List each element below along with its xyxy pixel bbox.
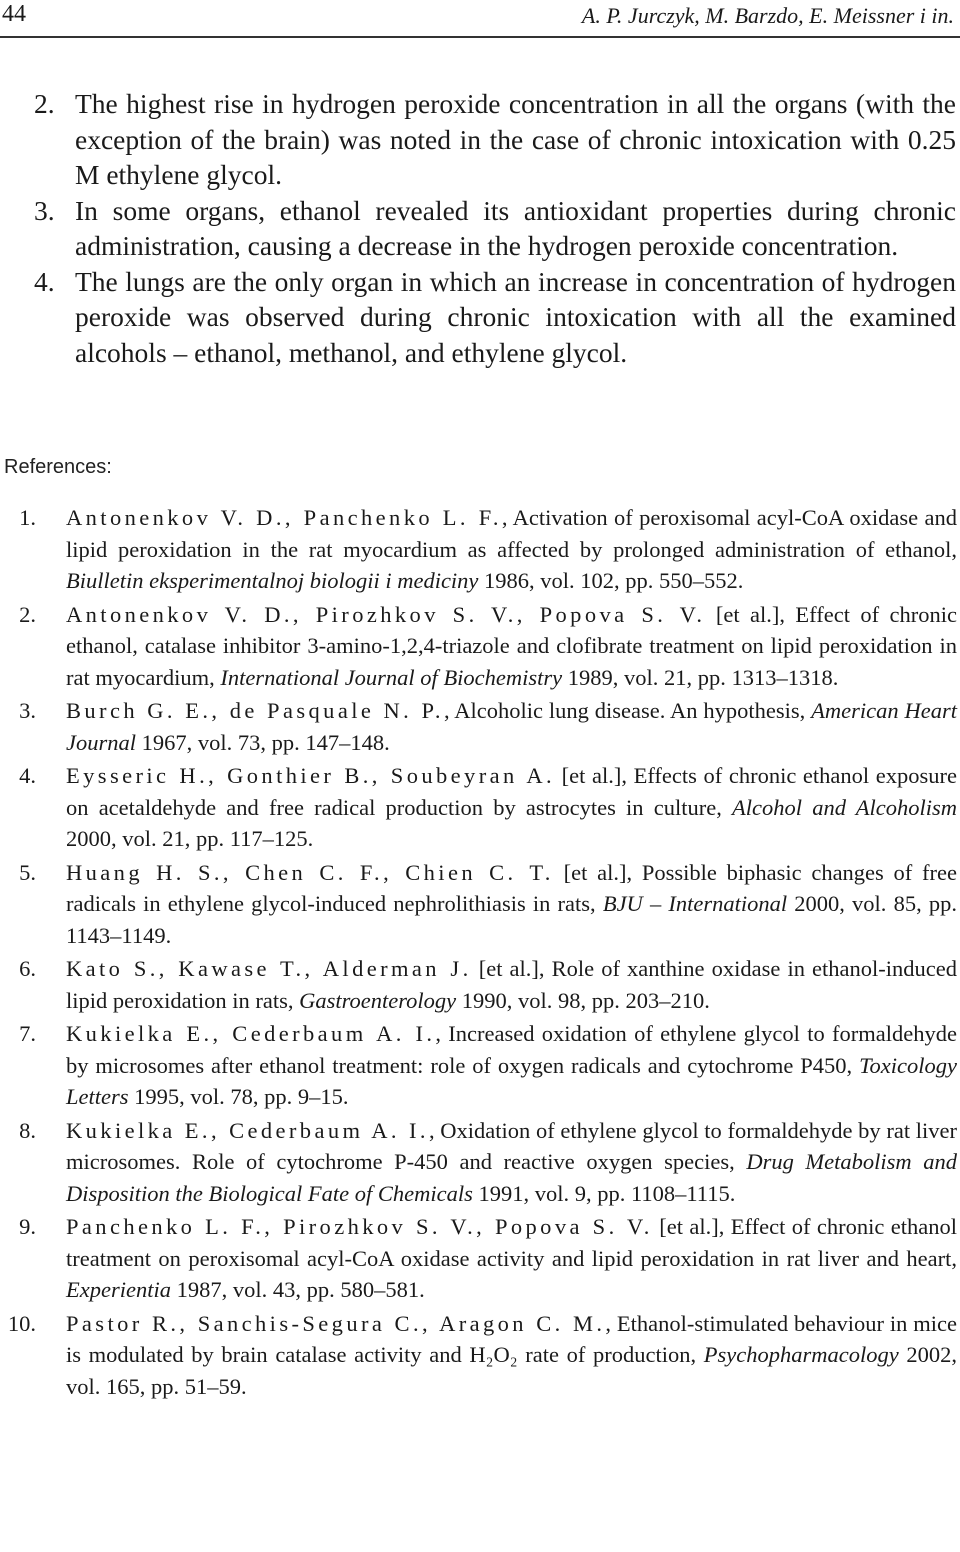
- reference-authors: Kukielka E., Cederbaum A. I.: [66, 1117, 429, 1143]
- conclusion-item: [34, 264, 956, 371]
- conclusion-item: [34, 193, 956, 264]
- reference-journal: Drug Metabolism and Disposition the Biological Fate of Chemicals: [66, 1149, 957, 1206]
- header-rule: [0, 36, 960, 38]
- references-list: [0, 502, 957, 1404]
- reference-journal: Alcohol and Alcoholism: [732, 794, 957, 820]
- reference-authors: Antonenkov V. D., Panchenko L. F.: [66, 505, 502, 530]
- reference-number: 3.: [19, 698, 36, 723]
- reference-authors: Huang H. S., Chen C. F., Chien C. T.: [66, 859, 554, 885]
- reference-authors: Antonenkov V. D., Pirozhkov S. V., Popova S. V.: [66, 601, 706, 627]
- conclusion-number: 3.: [34, 194, 55, 226]
- reference-number: 8.: [19, 1117, 36, 1143]
- conclusion-text: The lungs are the only organ in which an increase in concentration of hydrogen peroxide was observed during chronic intoxication with all the examined alcohols – ethanol, methanol, and ethylene glycol.: [75, 265, 956, 368]
- reference-item: [0, 1308, 957, 1403]
- reference-authors: Pastor R., Sanchis-Segura C., Aragon C. M.: [66, 1310, 606, 1336]
- reference-volume: 1989, vol. 21, pp. 1313–1318.: [562, 664, 839, 690]
- reference-number: 10.: [7, 1310, 36, 1336]
- reference-volume: 1987, vol. 43, pp. 580–581.: [170, 1277, 425, 1302]
- running-head: [0, 0, 960, 44]
- page-number: 44: [2, 1, 26, 27]
- reference-number: 1.: [19, 505, 36, 530]
- reference-details: , Oxidation of ethylene glycol to formaldehyde by rat liver microsomes. Role of cytochrome P-450 and reactive oxygen species,: [66, 1117, 957, 1174]
- reference-volume: 2002, vol. 165, pp. 51–59.: [66, 1342, 958, 1399]
- reference-item: [0, 857, 957, 952]
- reference-journal: International Journal of Biochemistry: [220, 664, 563, 690]
- reference-details: [et al.], Effect of chronic ethanol, catalase inhibitor 3-amino-1,2,4-triazole and clofibrate treatment on lipid peroxidation in rat myocardium,: [66, 601, 957, 690]
- reference-number: 5.: [19, 859, 36, 885]
- reference-item: [0, 502, 957, 597]
- reference-authors: Panchenko L. F., Pirozhkov S. V., Popova S. V.: [66, 1214, 653, 1239]
- reference-item: [0, 1018, 957, 1113]
- reference-item: [0, 599, 957, 694]
- conclusion-number: 2.: [34, 88, 55, 119]
- reference-authors: Burch G. E., de Pasquale N. P.: [66, 698, 444, 723]
- reference-volume: 2000, vol. 21, pp. 117–125.: [66, 826, 314, 851]
- reference-details: , Alcoholic lung disease. An hypothesis,: [443, 698, 812, 723]
- reference-journal: Experientia: [66, 1277, 171, 1302]
- reference-authors: Kato S., Kawase T., Alderman J.: [66, 956, 472, 981]
- reference-volume: 1986, vol. 102, pp. 550–552.: [478, 568, 744, 593]
- reference-volume: 1995, vol. 78, pp. 9–15.: [128, 1084, 349, 1109]
- conclusion-text: In some organs, ethanol revealed its antioxidant properties during chronic administration, causing a decrease in the hydrogen peroxide concentration.: [75, 194, 956, 261]
- reference-volume: 1967, vol. 73, pp. 147–148.: [136, 729, 390, 755]
- reference-volume: 1990, vol. 98, pp. 203–210.: [456, 987, 710, 1013]
- reference-item: [0, 760, 957, 855]
- reference-journal: Gastroenterology: [299, 987, 457, 1013]
- reference-details: [et al.], Possible biphasic changes of free radicals in ethylene glycol-induced nephrolithiasis in rats,: [66, 859, 958, 916]
- conclusion-number: 4.: [34, 265, 55, 297]
- reference-item: [0, 1115, 957, 1210]
- reference-authors: Kukielka E., Cederbaum A. I.: [66, 1021, 436, 1046]
- reference-details: [et al.], Effect of chronic ethanol treatment on peroxisomal acyl-CoA oxidase activity and lipid peroxidation in rat liver and heart,: [66, 1214, 957, 1271]
- reference-number: 6.: [19, 956, 36, 981]
- reference-item: [0, 1211, 957, 1306]
- reference-authors: Eysseric H., Gonthier B., Soubeyran A.: [66, 763, 556, 788]
- reference-details: [et al.], Role of xanthine oxidase in ethanol-induced lipid peroxidation in rats,: [66, 956, 957, 1013]
- reference-details: , Increased oxidation of ethylene glycol to formaldehyde by microsomes after ethanol treatment: role of oxygen radicals and cytochrome P450,: [66, 1021, 957, 1078]
- references-heading: References:: [4, 456, 112, 478]
- reference-journal: Psychopharmacology: [703, 1342, 899, 1367]
- reference-journal: Biulletin eksperimentalnoj biologii i mediciny: [66, 568, 479, 593]
- reference-number: 4.: [19, 763, 36, 788]
- reference-item: [0, 953, 957, 1016]
- reference-item: [0, 695, 957, 758]
- reference-details: [et al.], Effects of chronic ethanol exposure on acetaldehyde and free radical production by astrocytes in culture,: [66, 763, 957, 820]
- reference-journal: American Heart Journal: [66, 698, 958, 755]
- reference-number: 2.: [19, 601, 36, 627]
- reference-journal: BJU – International: [602, 891, 788, 916]
- reference-details: , Activation of peroxisomal acyl-CoA oxidase and lipid peroxidation in the rat myocardium as affected by prolonged administration of ethanol,: [66, 505, 958, 562]
- reference-volume: 1991, vol. 9, pp. 1108–1115.: [472, 1180, 736, 1206]
- reference-number: 7.: [19, 1021, 36, 1046]
- reference-volume: 2000, vol. 85, pp. 1143–1149.: [66, 891, 957, 948]
- conclusion-item: [34, 86, 956, 193]
- running-head-authors: A. P. Jurczyk, M. Barzdo, E. Meissner i in.: [581, 3, 954, 28]
- conclusion-text: The highest rise in hydrogen peroxide concentration in all the organs (with the exception of the brain) was noted in the case of chronic intoxication with 0.25 M ethylene glycol.: [75, 88, 956, 190]
- conclusions-list: [34, 86, 956, 370]
- reference-number: 9.: [19, 1214, 36, 1239]
- reference-journal: Toxicology Letters: [66, 1052, 957, 1109]
- reference-details: , Ethanol-stimulated behaviour in mice is modulated by brain catalase activity and H₂O₂ rate of production,: [66, 1310, 958, 1367]
